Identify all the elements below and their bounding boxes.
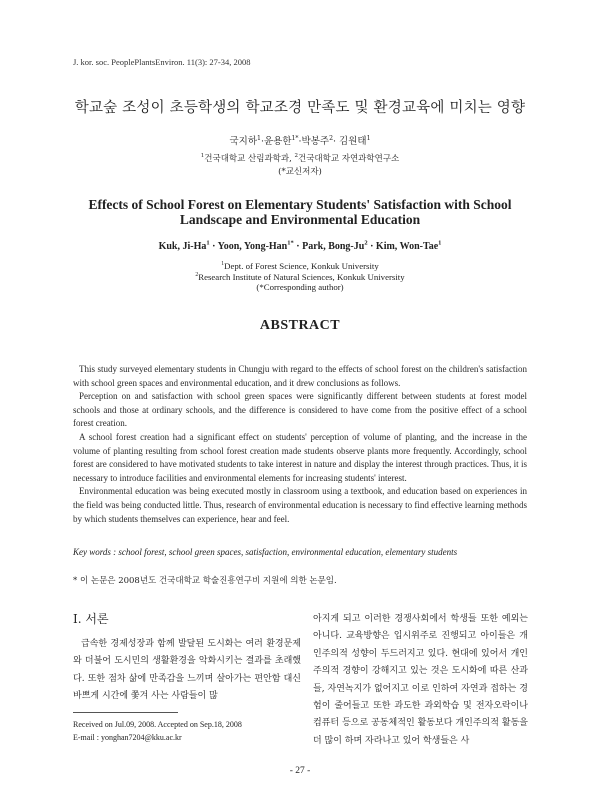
author-name: · Kim, Won-Tae	[367, 241, 439, 252]
received-dates: Received on Jul.09, 2008. Accepted on Sep.18, 2008	[73, 720, 242, 729]
body-paragraph: 급속한 경제성장과 함께 발달된 도시화는 여러 환경문제와 더불어 도시민의 생활환경을 악화시키는 결과를 초래했다. 또한 점차 삶에 만족감을 느끼며 살아가는 편안함 대신 바쁘게 시간에 쫓겨 사는 사람들이 많	[73, 639, 301, 702]
author-name: · 김원태	[333, 136, 367, 147]
author-marker: 2	[329, 134, 333, 142]
english-affiliations	[0, 261, 600, 293]
received-info	[73, 718, 242, 744]
affiliation-line	[0, 261, 600, 272]
page-number: - 27 -	[289, 766, 311, 776]
affiliation-marker: 1	[221, 261, 225, 268]
author-marker: 1	[438, 239, 442, 247]
journal-citation: J. kor. soc. PeoplePlantsEnviron. 11(3): 27-34, 2008	[73, 57, 251, 67]
abstract-paragraph: Environmental education was being executed mostly in classroom using a textbook, and education based on experiences in the field was being conducted little. Thus, research of environmental education is necessary to find effective learning methods by which students themselves can experience, hear and feel.	[73, 486, 527, 524]
author-name: 국지하	[229, 136, 258, 147]
english-authors	[0, 241, 600, 252]
corresponding-note-en: (*Corresponding author)	[256, 282, 344, 292]
corresponding-note-kr: (*교신저자)	[278, 167, 322, 177]
author-marker: 2	[364, 239, 368, 247]
author-name: · Yoon, Yong-Han	[209, 241, 288, 252]
korean-title: 학교숲 조성이 초등학생의 학교조경 만족도 및 환경교육에 미치는 영향	[74, 100, 526, 116]
keywords-label: Key words :	[73, 547, 117, 557]
korean-affiliations	[0, 153, 600, 179]
body-column-right	[313, 611, 528, 750]
affiliation-line	[0, 272, 600, 283]
author-marker: 1*	[291, 134, 299, 142]
abstract-paragraph: Perception on and satisfaction with school green spaces were significantly different between students at forest model schools and those at ordinary schools, and the difference is considered to have come from the positive effect of a school forest creation.	[73, 391, 527, 429]
abstract-paragraph: A school forest creation had a significant effect on students' perception of volume of planting, and the increase in the volume of planting resulting from school forest creation made students observe plants more frequently. Accordingly, school forest are considered to have motivated students to take interest in nature and display the interest through practices. Thus, it is necessary to introduce facilities and environmental elements for increasing students' interest.	[73, 431, 527, 483]
affiliation-text: Research Institute of Natural Sciences, Konkuk University	[198, 271, 405, 282]
section-heading: Ⅰ. 서론	[73, 612, 109, 626]
author-marker: 1*	[287, 239, 294, 247]
footnote-divider	[73, 712, 178, 713]
keywords-value: school forest, school green spaces, satisfaction, environmental education, elementary students	[116, 547, 458, 557]
keywords-line	[73, 547, 533, 557]
author-name: ·윤용한	[260, 136, 292, 147]
affiliation-marker: 2	[195, 271, 199, 278]
body-column-left	[73, 636, 301, 706]
affiliation-marker: 2	[294, 153, 298, 160]
korean-affiliation-line	[0, 153, 600, 166]
affiliation-text: 건국대학교 자연과학연구소	[298, 154, 400, 164]
author-name: Kuk, Ji-Ha	[158, 241, 207, 252]
author-name: ·박봉주	[298, 136, 330, 147]
affiliation-marker: 1	[200, 153, 205, 160]
english-title: Effects of School Forest on Elementary Students' Satisfaction with School Landscape and Environmental Education	[88, 197, 512, 227]
author-marker: 1	[366, 134, 371, 142]
abstract-heading: ABSTRACT	[259, 318, 341, 333]
author-name: · Park, Bong-Ju	[293, 241, 365, 252]
abstract-body	[73, 363, 527, 526]
funding-footnote: * 이 논문은 2008년도 건국대학교 학술진흥연구비 지원에 의한 논문임.	[73, 576, 337, 586]
korean-authors	[0, 133, 600, 147]
affiliation-text: Dept. of Forest Science, Konkuk University	[224, 261, 379, 271]
abstract-paragraph: This study surveyed elementary students in Chungju with regard to the effects of school forest on the children's satisfaction with school green spaces and environmental education, and it drew conclusions as follows.	[73, 364, 527, 388]
affiliation-text: 건국대학교 산림과학과,	[204, 154, 295, 164]
body-paragraph: 아지게 되고 이러한 경쟁사회에서 학생들 또한 예외는 아니다. 교육방향은 입시위주로 진행되고 아이들은 개인주의적 성향이 두드러지고 있다. 현대에 있어서 개인주의적 경향이 강해지고 있는 것은 도시화에 따른 산과 들, 자연녹지가 없어지고 이로 인하여 자연과 접하는 경험이 줄어들고 또한 과도한 과외학습 및 전자오락이나 컴퓨터 등으로 공동체적인 활동보다 개인주의적 활동을 더 많이 하며 자라나고 있어 학생들은 사	[313, 614, 528, 746]
author-email: E-mail : yonghan7204@kku.ac.kr	[73, 733, 182, 742]
author-marker: 1	[257, 134, 261, 142]
author-marker: 1	[206, 239, 210, 247]
